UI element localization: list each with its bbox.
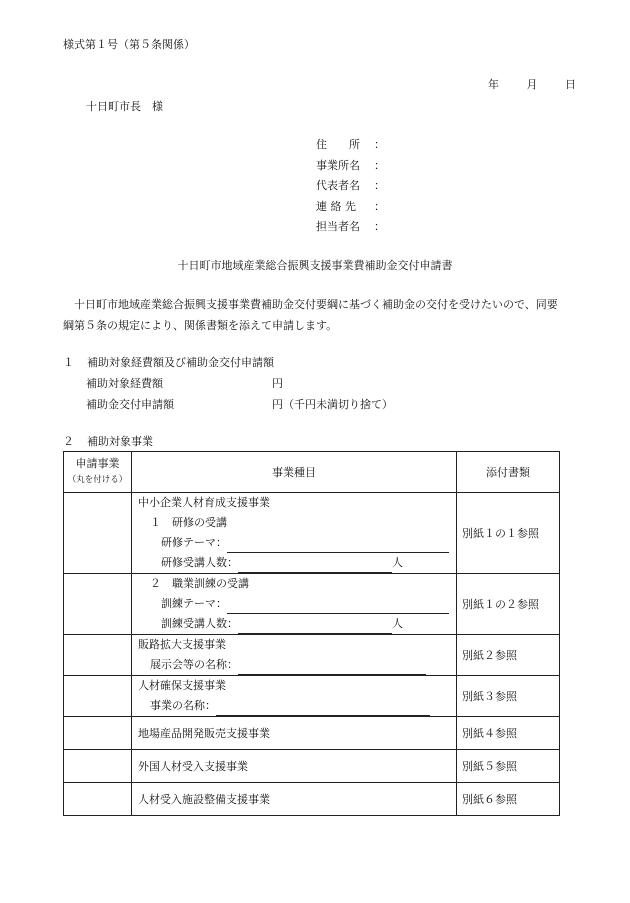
row-title: 地場産品開発販売支援事業: [138, 727, 270, 740]
date-line: [488, 76, 576, 92]
header-apply: [64, 452, 132, 493]
field-label: 担当者名: [316, 220, 360, 233]
header-apply-label: 申請事業: [75, 457, 120, 470]
input-underline[interactable]: [227, 540, 449, 553]
project-name-field[interactable]: [138, 696, 456, 716]
group-title: 中小企業人材育成支援事業: [138, 496, 270, 509]
attachment-ref: 別紙６参照: [462, 793, 517, 806]
field-label: 事業所名: [316, 158, 360, 172]
item-cell: [132, 493, 457, 574]
attachment-ref: 別紙２参照: [462, 649, 517, 662]
apply-mark-cell[interactable]: [64, 635, 132, 676]
row-label: 補助対象経費額: [86, 377, 163, 390]
input-underline[interactable]: [238, 621, 392, 634]
section2-number: ２: [63, 435, 74, 448]
table-row: [64, 717, 560, 750]
apply-mark-cell[interactable]: [64, 717, 132, 750]
item-cell: [132, 574, 457, 635]
row-title: 人材確保支援事業: [138, 679, 226, 692]
section1-number: １: [63, 356, 74, 369]
unit-label: 人: [392, 617, 403, 630]
field-label: 研修テーマ：: [161, 536, 227, 549]
field-colon: ：: [374, 199, 385, 213]
exhibition-name-field[interactable]: [138, 655, 456, 675]
input-underline[interactable]: [238, 662, 426, 675]
date-year: 年: [488, 78, 499, 91]
apply-mark-cell[interactable]: [64, 750, 132, 783]
field-business-name[interactable]: [316, 157, 385, 178]
sub-heading: ２ 職業訓練の受講: [150, 577, 249, 590]
table-row: [64, 783, 560, 816]
attachment-ref: 別紙１の２参照: [462, 598, 539, 611]
applicant-info: [316, 136, 385, 239]
attachment-ref: 別紙４参照: [462, 727, 517, 740]
input-underline[interactable]: [238, 560, 392, 573]
field-label: 訓練テーマ：: [161, 597, 227, 610]
input-underline[interactable]: [216, 703, 430, 716]
section2-title: 補助対象事業: [87, 435, 153, 448]
row-title: 販路拡大支援事業: [138, 638, 226, 651]
section1-heading: [63, 354, 274, 370]
attachment-ref: 別紙３参照: [462, 690, 517, 703]
table-row: [64, 574, 560, 635]
table-header-row: [64, 452, 560, 493]
field-label: 代表者名: [316, 179, 360, 192]
field-colon: ：: [374, 179, 385, 192]
apply-mark-cell[interactable]: [64, 493, 132, 574]
apply-mark-cell[interactable]: [64, 783, 132, 816]
subsidy-cost-row[interactable]: [86, 375, 283, 391]
section2-heading: [63, 433, 153, 449]
projects-table: [63, 451, 560, 816]
document-title: 十日町市地域産業総合振興支援事業費補助金交付申請書: [177, 259, 453, 272]
section1-title: 補助対象経費額及び補助金交付申請額: [87, 356, 274, 369]
sub-heading: １ 研修の受講: [150, 516, 227, 529]
addressee: 十日町市長 様: [86, 100, 163, 113]
unit-label: 人: [392, 556, 403, 569]
item-cell: [132, 676, 457, 717]
field-person-in-charge[interactable]: [316, 218, 385, 239]
attachment-cell: [457, 676, 560, 717]
field-address[interactable]: [316, 136, 385, 157]
attachment-cell: [457, 783, 560, 816]
input-underline[interactable]: [227, 601, 449, 614]
table-row: [64, 750, 560, 783]
vocational-count-field[interactable]: [138, 614, 456, 634]
row-label: 補助金交付申請額: [86, 398, 174, 411]
date-day: 日: [565, 78, 576, 91]
attachment-cell: [457, 493, 560, 574]
attachment-cell: [457, 635, 560, 676]
row-title: 人材受入施設整備支援事業: [138, 793, 270, 806]
field-label: 展示会等の名称：: [150, 658, 238, 671]
form-number: 様式第１号（第５条関係）: [63, 38, 195, 51]
training-theme-field[interactable]: [138, 533, 456, 553]
vocational-theme-field[interactable]: [138, 594, 456, 614]
attachment-cell: [457, 574, 560, 635]
field-label: 事業の名称：: [150, 699, 216, 712]
row-value: 円: [272, 377, 283, 390]
attachment-cell: [457, 750, 560, 783]
field-label: 訓練受講人数：: [161, 617, 238, 630]
attachment-ref: 別紙５参照: [462, 760, 517, 773]
table-row: [64, 676, 560, 717]
field-label: 研修受講人数：: [161, 556, 238, 569]
row-value: 円（千円未満切り捨て）: [272, 398, 393, 411]
field-colon: ：: [374, 158, 385, 172]
row-title: 外国人材受入支援事業: [138, 760, 248, 773]
date-month: 月: [526, 78, 538, 91]
item-cell: [132, 783, 457, 816]
header-apply-note: （丸を付ける）: [67, 475, 128, 485]
subsidy-request-row[interactable]: [86, 396, 393, 412]
field-colon: ：: [374, 138, 385, 151]
table-row: [64, 493, 560, 574]
apply-mark-cell[interactable]: [64, 676, 132, 717]
item-cell: [132, 635, 457, 676]
apply-mark-cell[interactable]: [64, 574, 132, 635]
item-cell: [132, 750, 457, 783]
table-row: [64, 635, 560, 676]
field-colon: ：: [374, 220, 385, 233]
field-label: 連 絡 先: [316, 199, 356, 213]
body-text: 十日町市地域産業総合振興支援事業費補助金交付要綱に基づく補助金の交付を受けたいので、同要綱第５条の規定により、関係書類を添えて申請します。: [63, 298, 558, 332]
field-contact[interactable]: [316, 198, 385, 219]
field-representative[interactable]: [316, 177, 385, 198]
attachment-cell: [457, 717, 560, 750]
header-item: 事業種目: [132, 452, 457, 493]
attachment-ref: 別紙１の１参照: [462, 527, 539, 540]
training-count-field[interactable]: [138, 553, 456, 573]
header-attachment: 添付書類: [457, 452, 560, 493]
field-label: 住 所: [316, 138, 360, 151]
item-cell: [132, 717, 457, 750]
